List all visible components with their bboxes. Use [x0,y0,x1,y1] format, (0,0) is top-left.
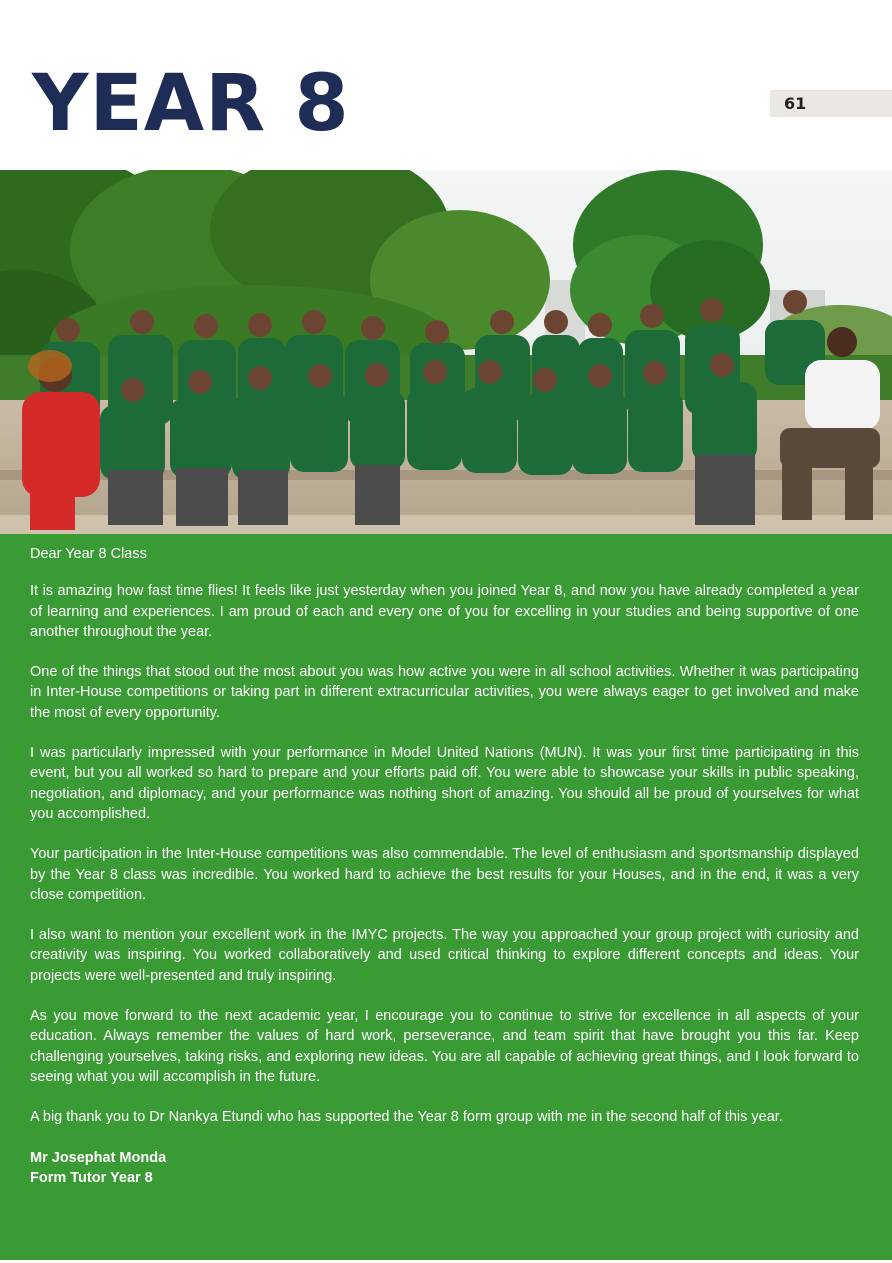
letter-paragraph: Your participation in the Inter-House competitions was also commendable. The level of enthusiasm and sportsmanship displayed by the Year 8 class was incredible. You worked hard to achieve the best results for your Houses, and in the end, it was a very close competition. [30,846,859,903]
letter-paragraph: It is amazing how fast time flies! It feels like just yesterday when you joined Year 8, and now you have already completed a year of learning and experiences. I am proud of each and every one of you for excelling in your studies and being supportive of one another throughout the year. [30,583,859,640]
signature-block [30,1148,859,1189]
letter-greeting: Dear Year 8 Class [30,546,147,562]
letter-body [30,544,859,1188]
class-photo [0,170,892,534]
letter-paragraph: I also want to mention your excellent work in the IMYC projects. The way you approached your group project with curiosity and creativity was inspiring. You worked collaboratively and used critical thinking to explore different concepts and ideas. Your projects were well-presented and truly inspiring. [30,927,859,984]
letter-paragraph: As you move forward to the next academic year, I encourage you to continue to strive for excellence in all aspects of your education. Always remember the values of hard work, perseverance, and team spirit that have brought you this far. Keep challenging yourselves, taking risks, and exploring new ideas. You are all capable of achieving great things, and I look forward to seeing what you will accomplish in the future. [30,1008,859,1085]
signature-role: Form Tutor Year 8 [30,1169,153,1186]
letter-panel [0,534,892,1260]
letter-paragraph: I was particularly impressed with your performance in Model United Nations (MUN). It was your first time participating in this event, but you all worked so hard to prepare and your efforts paid off. You were able to showcase your skills in public speaking, negotiation, and diplomacy, and your performance was nothing short of amazing. You should all be proud of yourselves for what you accomplished. [30,745,859,822]
signature-name: Mr Josephat Monda [30,1149,167,1166]
page-number-badge [770,90,892,117]
page-number: 61 [784,94,807,113]
letter-paragraph: A big thank you to Dr Nankya Etundi who has supported the Year 8 form group with me in the second half of this year. [30,1109,783,1126]
page-title: YEAR 8 [32,59,350,149]
letter-paragraph: One of the things that stood out the most about you was how active you were in all school activities. Whether it was participating in Inter-House competitions or taking part in different extracurricular activities, you were always eager to get involved and make the most of every opportunity. [30,664,859,721]
